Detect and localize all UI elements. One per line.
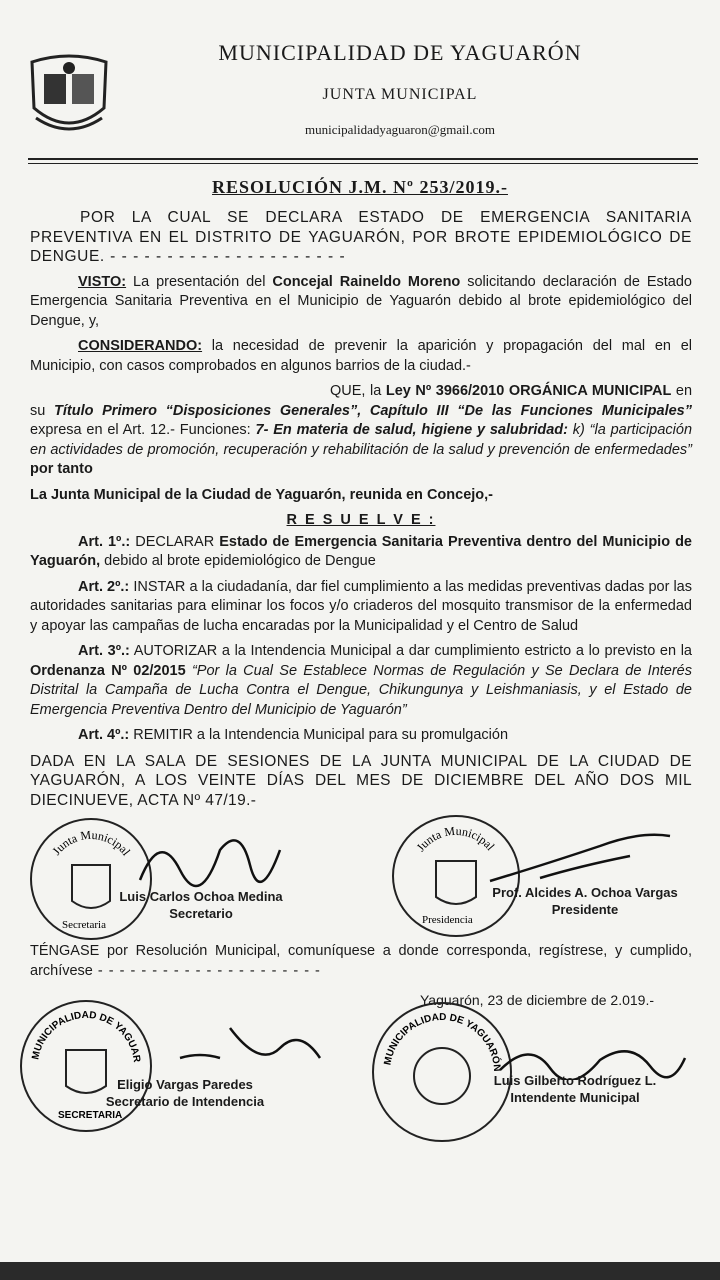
intendente-role: Intendente Municipal	[510, 1090, 640, 1105]
art2-label: Art. 2º.:	[78, 578, 130, 595]
art2-text: INSTAR a la ciudadanía, dar fiel cumplimiento a las medidas preventivas dadas por las autoridades sanitarias para eliminar los focos y/o criaderos del mosquito transmisor de la enfermedad y apoyar las campañas de lucha encaradas por la Municipalidad y el Centro de Salud	[30, 578, 692, 634]
municipality-name: MUNICIPALIDAD DE YAGUARÓN	[218, 40, 582, 65]
art3-label: Art. 3º.:	[78, 643, 130, 659]
que-art: Art. 12.- Funciones:	[122, 422, 251, 438]
municipalidad-stamp-text-2: MUNICIPALIDAD DE YAGUARÓN	[382, 1011, 503, 1072]
presidente-role: Presidente	[551, 902, 619, 917]
art3-italic: “Por la Cual Se Establece Normas de Regulación y Se Declara de Interés Distrital la Campaña de Lucha Contra el Dengue, Chikungunya y Leishmaniasis, y el Estado de Emergencia Preventiva Dentro del Municipio de Yaguarón”	[30, 662, 692, 718]
art3-ord: Ordenanza Nº 02/2015	[30, 662, 186, 679]
municipalidad-stamp-text: MUNICIPALIDAD DE YAGUAR	[30, 1009, 142, 1064]
article-4	[30, 726, 692, 746]
intendente-signature-block	[460, 1072, 690, 1106]
junta-stamp-text-2: Junta Municipal	[413, 823, 498, 855]
article-2	[30, 578, 692, 637]
article-3	[30, 642, 692, 720]
visto-pre: La presentación del	[133, 273, 266, 290]
tengase-paragraph: TÉNGASE por Resolución Municipal, comuníquese a donde corresponda, regístrese, y cumplido, archívese - - -	[30, 942, 692, 981]
que-paragraph	[30, 382, 692, 480]
municipal-crest-icon	[26, 48, 112, 140]
que-salubridad: salubridad:	[489, 422, 568, 438]
secretario-signature-block	[96, 888, 306, 922]
art1-post: debido al brote epidemiológico de Dengue	[104, 553, 376, 569]
svg-text:MUNICIPALIDAD DE YAGUARÓN	[22, 1002, 142, 1064]
email-address: municipalidadyaguaron@gmail.com	[305, 122, 495, 137]
svg-text:Junta Municipal	[49, 828, 133, 859]
que-k: k) “la participación en actividades de promoción, recuperación y rehabilitación de la salud y prevención de enfermedades”	[30, 422, 693, 458]
council-name: JUNTA MUNICIPAL	[322, 86, 478, 103]
art4-text: REMITIR a la Intendencia Municipal para su promulgación	[133, 727, 509, 743]
resolution-title: RESOLUCIÓN J.M. Nº 253/2019.-	[212, 177, 508, 197]
art3-text: AUTORIZAR a la Intendencia Municipal a dar cumplimiento estricto a lo previsto en la	[133, 643, 692, 659]
que-tanto: por tanto	[30, 461, 93, 477]
resuelve-heading: R E S U E L V E :	[286, 512, 436, 528]
que-func: 7- En materia de salud, higiene y	[255, 422, 486, 438]
art4-label: Art. 4º.:	[78, 727, 130, 743]
presidencia-stamp-text: Presidencia	[422, 914, 473, 926]
dada-paragraph: DADA EN LA SALA DE SESIONES DE LA JUNTA MUNICIPAL DE LA CIUDAD DE YAGUARÓN, A LOS VEINTE DÍAS DEL MES DE DICIEMBRE DEL AÑO DOS MIL DIECINUEVE, ACTA Nº 47/19.-	[30, 752, 692, 809]
municipalidad-secretaria-stamp	[20, 1000, 152, 1132]
considerando-label: CONSIDERANDO:	[78, 338, 203, 354]
article-1	[30, 533, 692, 572]
secretario-signature	[130, 820, 290, 890]
considerando-paragraph	[30, 337, 692, 376]
que-expresa: expresa en el	[30, 422, 119, 438]
que-title: Título Primero “Disposiciones Generales”, Capítulo III “De las Funciones Municipales”	[54, 402, 693, 419]
date-line: Yaguarón, 23 de diciembre de 2.019.-	[420, 992, 655, 1008]
presidente-signature-block	[480, 884, 690, 918]
art1-label: Art. 1º.:	[78, 533, 131, 550]
presidente-name: Prof. Alcides A. Ochoa Vargas	[492, 885, 678, 900]
sec-int-signature	[170, 1008, 340, 1068]
secretaria-int-stamp-text: SECRETARIA	[58, 1110, 123, 1121]
presidente-signature	[480, 826, 680, 886]
visto-label: VISTO:	[78, 273, 127, 290]
svg-text:MUNICIPALIDAD DE YAGUARÓN	[382, 1012, 503, 1072]
page-bottom-edge	[0, 1262, 720, 1280]
visto-paragraph	[30, 273, 692, 332]
secretario-role: Secretario	[169, 906, 233, 921]
art1-bold: Estado de Emergencia Sanitaria Preventiva dentro del Municipio de Yaguarón,	[30, 533, 693, 569]
intendente-name: Luis Gilberto Rodríguez L.	[493, 1073, 657, 1088]
junta-line: La Junta Municipal de la Ciudad de Yaguarón, reunida en Concejo,-	[30, 486, 494, 503]
resolution-body	[30, 208, 692, 816]
secretario-name: Luis Carlos Ochoa Medina	[119, 889, 283, 904]
art1-pre: DECLARAR	[135, 533, 215, 550]
secretaria-stamp-text: Secretaria	[62, 919, 106, 931]
header-divider-thin	[28, 163, 698, 164]
visto-name: Concejal Raineldo Moreno	[272, 273, 461, 290]
que-law: Ley Nº 3966/2010 ORGÁNICA MUNICIPAL	[385, 383, 672, 399]
junta-stamp-text: Junta Municipal	[49, 827, 134, 859]
sec-int-signature-block	[80, 1076, 290, 1110]
resolution-summary: POR LA CUAL SE DECLARA ESTADO DE EMERGENCIA SANITARIA PREVENTIVA EN EL DISTRITO DE YAGUARÓN, POR BROTE EPIDEMIOLÓGICO DE DENGUE. - - -	[30, 208, 692, 267]
que-pre: QUE, la	[330, 383, 382, 399]
header-divider	[28, 158, 698, 160]
sec-int-role: Secretario de Intendencia	[105, 1094, 265, 1109]
visto-post: solicitando declaración de Estado Emergencia Sanitaria Preventiva en el Municipio de Yaguarón debido al brote epidemiológico del Dengue, y,	[30, 273, 692, 329]
sec-int-name: Eligio Vargas Paredes	[117, 1077, 253, 1092]
que-mid: en su	[30, 383, 693, 419]
considerando-text: la necesidad de prevenir la aparición y propagación del mal en el Municipio, con casos comprobados en algunos barrios de la ciudad.-	[30, 338, 693, 374]
